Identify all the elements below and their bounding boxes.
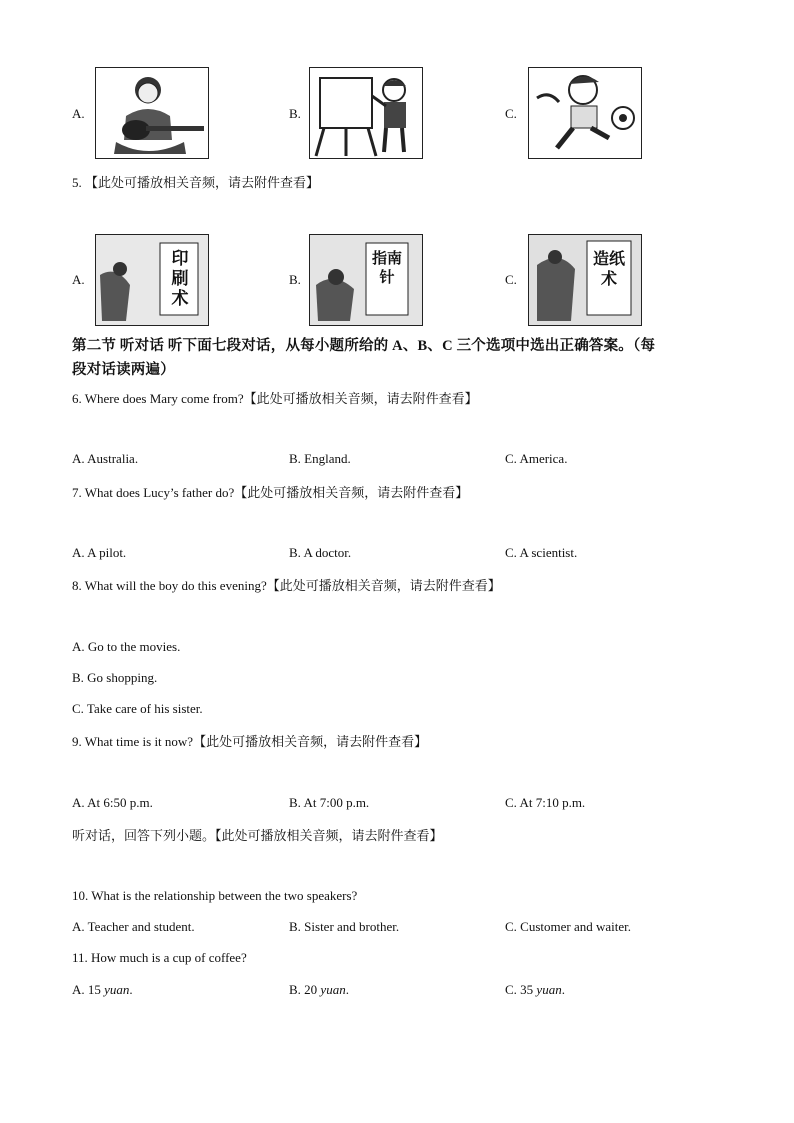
q8-option-a[interactable]: A. Go to the movies.	[72, 639, 181, 654]
q6-option-b[interactable]: B. England.	[289, 451, 351, 466]
q11-option-b[interactable]: B. 20 yuan.	[289, 982, 349, 997]
section-2-heading-line2: 段对话读两遍）	[72, 362, 175, 378]
listen-instruction: 听对话，回答下列小题。【此处可播放相关音频，请去附件查看】	[72, 828, 443, 843]
question-8-text: 8. What will the boy do this evening?【此处可播放相关音频，请去附件查看】	[72, 578, 501, 593]
question-6-text: 6. Where does Mary come from?【此处可播放相关音频，请去附件查看】	[72, 391, 478, 406]
q9-option-c[interactable]: C. At 7:10 p.m.	[505, 795, 586, 810]
question-11-text: 11. How much is a cup of coffee?	[72, 950, 247, 965]
section-2-heading-line1: 第二节 听对话 听下面七段对话，从每小题所给的 A、B、C 三个选项中选出正确答案。（每	[72, 338, 656, 354]
q11-option-c[interactable]: C. 35 yuan.	[505, 982, 565, 997]
q8-option-c[interactable]: C. Take care of his sister.	[72, 701, 203, 716]
papermaking-caption: 造纸术	[593, 249, 626, 288]
q5-option-a-label: A.	[72, 272, 85, 287]
q7-option-a[interactable]: A. A pilot.	[72, 545, 127, 560]
compass-image	[309, 234, 423, 326]
q4-option-a-label: A.	[72, 106, 85, 121]
q9-option-a[interactable]: A. At 6:50 p.m.	[72, 795, 153, 810]
q5-option-b-label: B.	[289, 272, 301, 287]
printing-image	[95, 234, 209, 326]
question-9-text: 9. What time is it now?【此处可播放相关音频，请去附件查看】	[72, 734, 428, 749]
q7-option-c[interactable]: C. A scientist.	[505, 545, 578, 560]
question-10-text: 10. What is the relationship between the two speakers?	[72, 888, 358, 903]
q11-option-a[interactable]: A. 15 yuan.	[72, 982, 133, 997]
guitar-boy-image	[95, 67, 209, 159]
painting-boy-image	[309, 67, 423, 159]
q5-option-c-label: C.	[505, 272, 517, 287]
q8-option-b[interactable]: B. Go shopping.	[72, 670, 158, 685]
q4-option-b-label: B.	[289, 106, 301, 121]
q10-option-c[interactable]: C. Customer and waiter.	[505, 919, 632, 934]
q10-option-b[interactable]: B. Sister and brother.	[289, 919, 400, 934]
q10-option-a[interactable]: A. Teacher and student.	[72, 919, 195, 934]
q7-option-b[interactable]: B. A doctor.	[289, 545, 352, 560]
papermaking-image	[528, 234, 642, 326]
compass-caption: 指南针	[372, 249, 403, 286]
q9-option-b[interactable]: B. At 7:00 p.m.	[289, 795, 370, 810]
soccer-boy-image	[528, 67, 642, 159]
printing-caption: 印刷术	[171, 249, 189, 309]
q6-option-a[interactable]: A. Australia.	[72, 451, 139, 466]
q4-option-c-label: C.	[505, 106, 517, 121]
question-5-text: 5. 【此处可播放相关音频，请去附件查看】	[72, 175, 320, 190]
question-7-text: 7. What does Lucy’s father do?【此处可播放相关音频，请去附件查看】	[72, 485, 469, 500]
q6-option-c[interactable]: C. America.	[505, 451, 568, 466]
